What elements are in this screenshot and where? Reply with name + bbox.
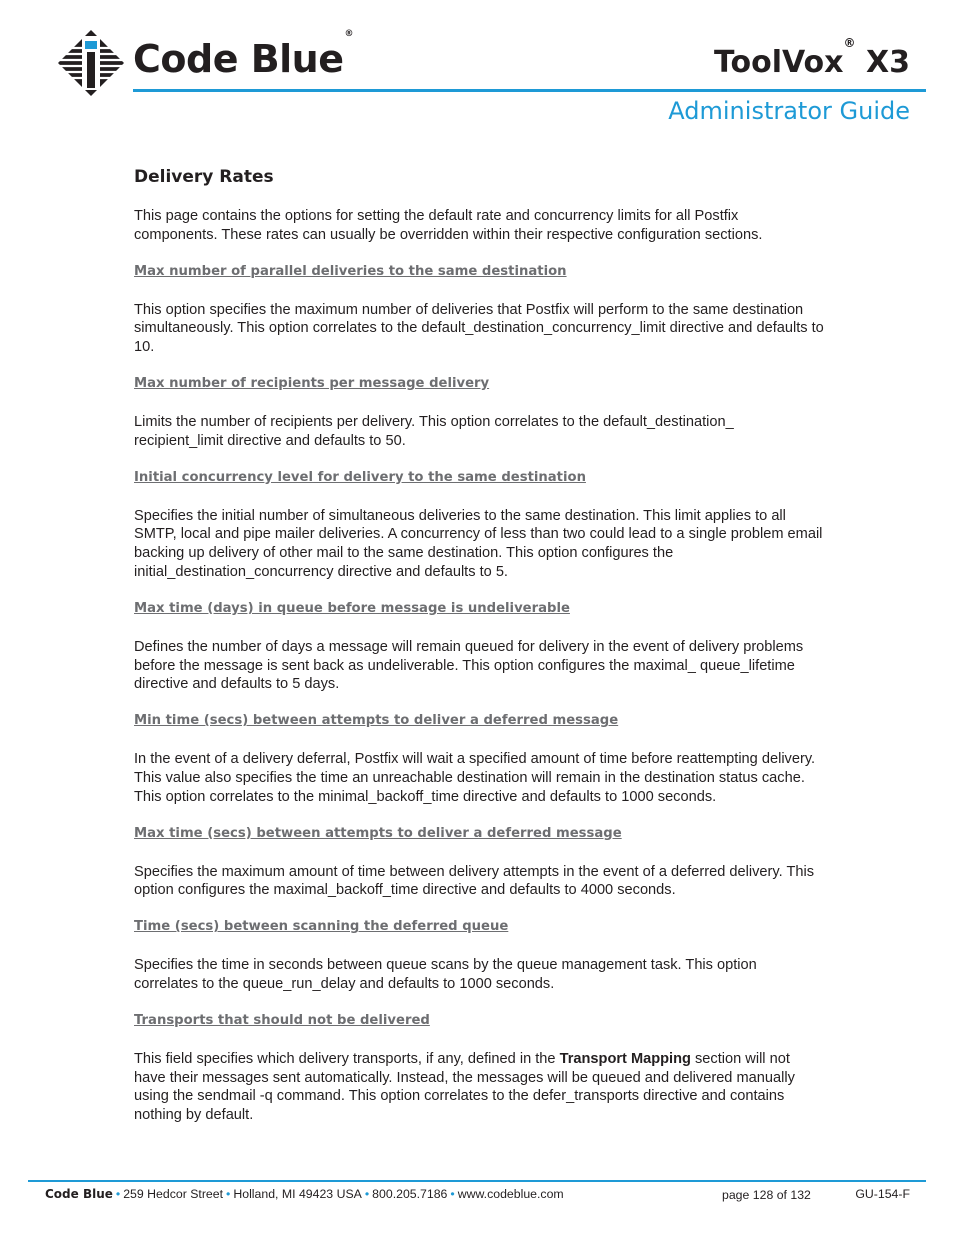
option-text-before: This field specifies which delivery transports, if any, defined in the <box>134 1050 560 1067</box>
code-blue-emblem-icon <box>56 28 126 98</box>
section-title: Delivery Rates <box>134 167 274 187</box>
option-description: Specifies the time in seconds between queue scans by the queue management task. This option correlates to the queue_run_delay and defaults to 1000 seconds. <box>134 957 757 992</box>
option-heading: Min time (secs) between attempts to deliver a deferred message <box>134 713 619 729</box>
footer-separator: • <box>364 1187 370 1201</box>
footer-separator: • <box>115 1187 121 1201</box>
footer-divider <box>28 1180 926 1182</box>
option-heading: Time (secs) between scanning the deferred queue <box>134 919 509 935</box>
page-footer <box>45 1187 925 1201</box>
footer-phone: 800.205.7186 <box>372 1187 448 1201</box>
option-description: Limits the number of recipients per delivery. This option correlates to the default_destination_ recipient_limit directive and defaults to 50. <box>134 413 734 449</box>
footer-separator: • <box>226 1187 231 1201</box>
header-divider <box>133 89 926 92</box>
option-block <box>134 918 824 994</box>
option-description: This option specifies the maximum number of deliveries that Postfix will perform to the same destination simultaneously. This option correlates to the default_destination_concurrency_limit directive and defaults to 10. <box>134 301 824 356</box>
product-name: ToolVox <box>714 45 844 80</box>
product-registered-mark: ® <box>843 36 856 50</box>
document-subtitle: Administrator Guide <box>668 97 910 125</box>
option-block <box>134 375 824 451</box>
option-block <box>134 263 824 357</box>
option-heading: Initial concurrency level for delivery to the same destination <box>134 469 586 485</box>
main-content <box>134 166 824 1143</box>
option-heading: Max number of recipients per message delivery <box>134 375 490 391</box>
option-block <box>134 469 824 582</box>
option-text-after: section will not have their messages sent automatically. Instead, the messages will be queued and delivered manually using the sendmail -q command. This option correlates to the defer_transports directive and contains nothing by default. <box>134 1050 795 1124</box>
page-number: page 128 of 132 <box>722 1188 811 1202</box>
option-heading: Transports that should not be delivered <box>134 1012 430 1028</box>
footer-brand: Code Blue <box>45 1187 113 1201</box>
option-block <box>134 600 824 694</box>
footer-address: 259 Hedcor Street <box>123 1187 224 1201</box>
option-heading: Max number of parallel deliveries to the same destination <box>134 263 567 279</box>
brand-registered-mark: ® <box>344 29 354 40</box>
transport-mapping-term: Transport Mapping <box>559 1050 691 1067</box>
footer-separator: • <box>450 1187 455 1201</box>
option-heading: Max time (days) in queue before message is undeliverable <box>134 600 570 616</box>
product-model: X3 <box>865 45 910 80</box>
option-description: In the event of a delivery deferral, Postfix will wait a specified amount of time before reattempting delivery. This value also specifies the time an unreachable destination will remain in the destination status cache. This option correlates to the minimal_backoff_time directive and defaults to 1000 seconds. <box>134 751 816 805</box>
option-description <box>134 1050 824 1125</box>
option-block <box>134 825 824 901</box>
document-code: GU-154-F <box>855 1187 910 1201</box>
option-description: Specifies the initial number of simultaneous deliveries to the same destination. This limit applies to all SMTP, local and pipe mailer deliveries. A concurrency of less than two could lead to a single problem email backing up delivery of other mail to the same destination. This option configures the initial_destination_concurrency directive and defaults to 5. <box>134 507 823 580</box>
option-description: Defines the number of days a message will remain queued for delivery in the event of delivery problems before the message is sent back as undeliverable. This option configures the maximal_ queue_lifetime directive and defaults to 5 days. <box>134 638 804 693</box>
product-title <box>714 36 910 80</box>
brand-name <box>133 29 354 81</box>
option-block <box>134 712 824 806</box>
brand-text: Code Blue <box>133 37 344 81</box>
footer-website-link[interactable]: www.codeblue.com <box>457 1187 564 1201</box>
intro-paragraph: This page contains the options for setting the default rate and concurrency limits for all Postfix components. These rates can usually be overridden within their respective configuration sections. <box>134 208 763 243</box>
option-description: Specifies the maximum amount of time between delivery attempts in the event of a deferred delivery. This option configures the maximal_backoff_time directive and defaults to 4000 seconds. <box>134 863 815 899</box>
option-heading: Max time (secs) between attempts to deliver a deferred message <box>134 825 622 841</box>
footer-city: Holland, MI 49423 USA <box>233 1187 362 1201</box>
option-block <box>134 1012 824 1125</box>
